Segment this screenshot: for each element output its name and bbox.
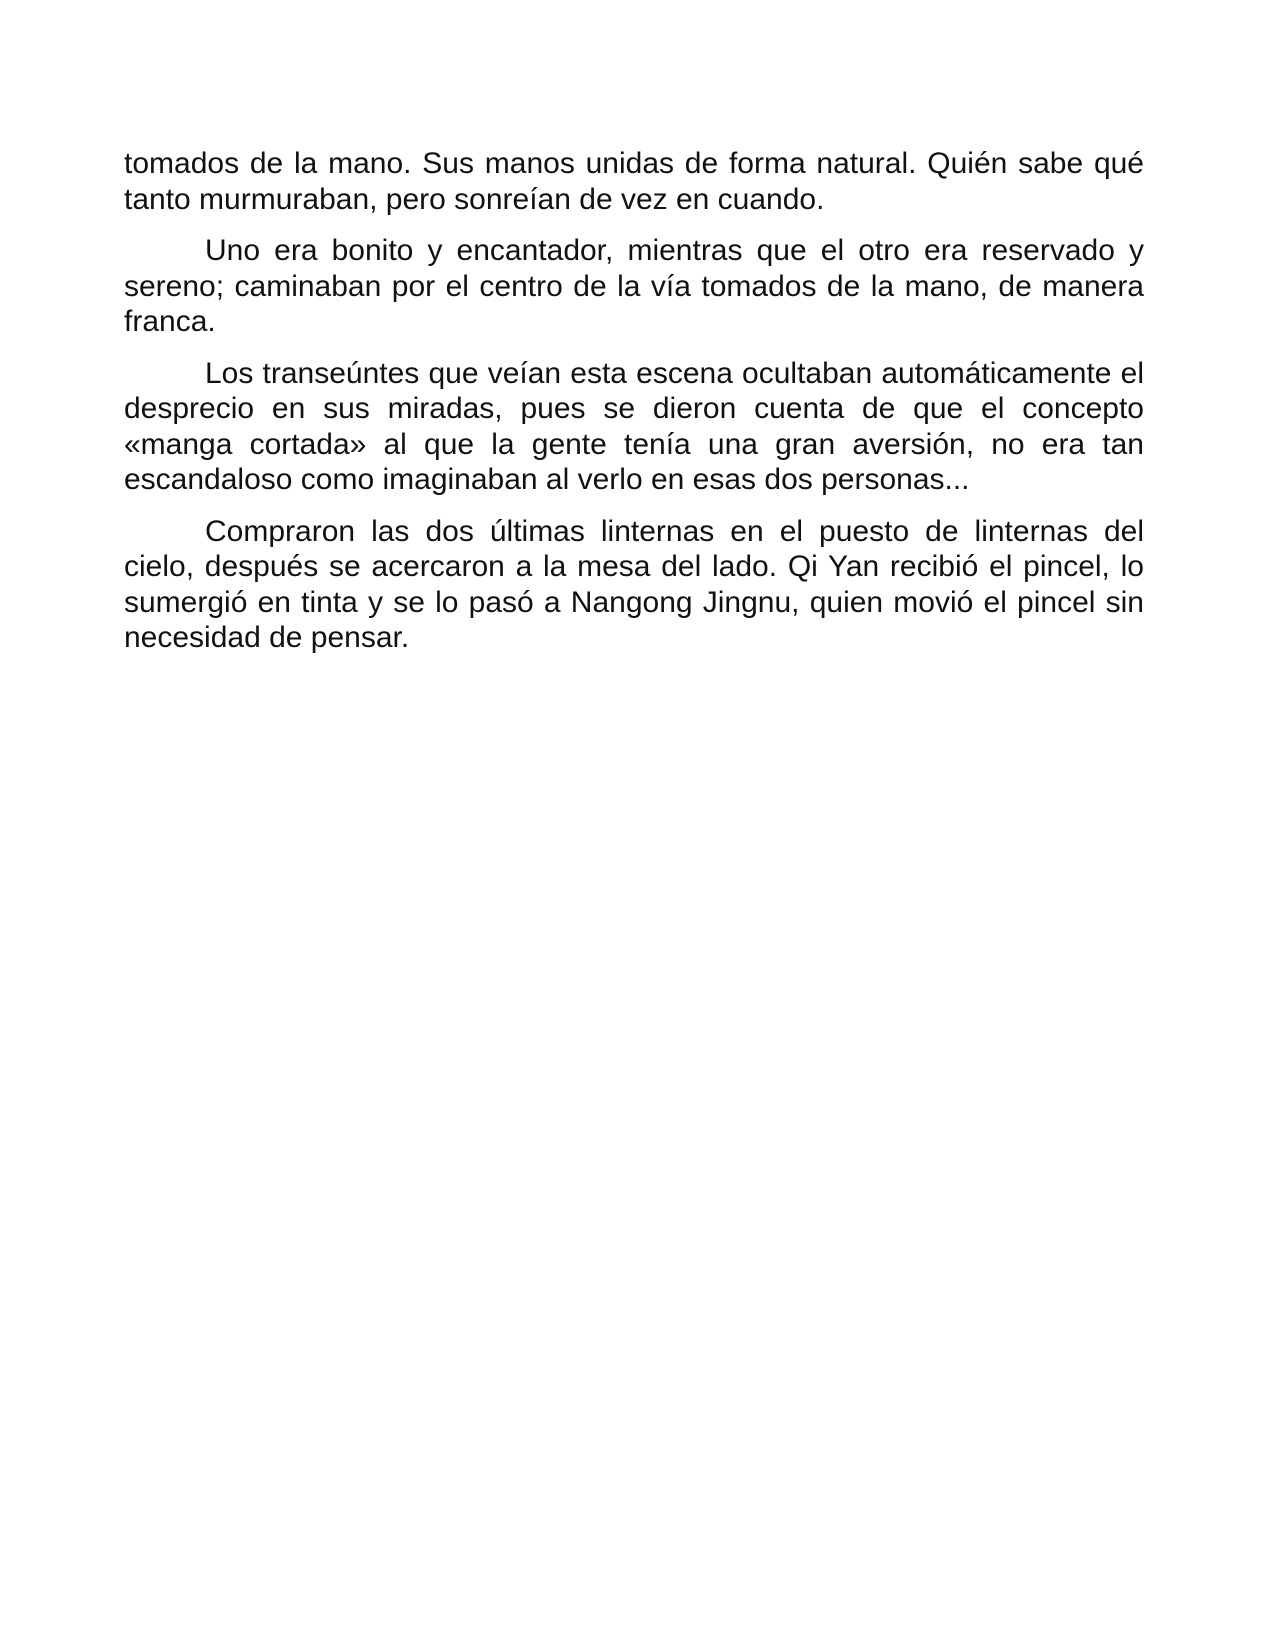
document-page — [124, 146, 1144, 672]
paragraph-3: Los transeúntes que veían esta escena ocultaban automáticamente el desprecio en sus miradas, pues se dieron cuenta de que el concepto «manga cortada» al que la gente tenía una gran aversión, no era tan escandaloso como imaginaban al verlo en esas dos personas... — [124, 356, 1144, 496]
paragraph-2: Uno era bonito y encantador, mientras que el otro era reservado y sereno; caminaban por el centro de la vía tomados de la mano, de manera franca. — [124, 234, 1144, 338]
paragraph-1: tomados de la mano. Sus manos unidas de forma natural. Quién sabe qué tanto murmuraban, pero sonreían de vez en cuando. — [124, 147, 1144, 216]
paragraph-4: Compraron las dos últimas linternas en el puesto de linternas del cielo, después se acercaron a la mesa del lado. Qi Yan recibió el pincel, lo sumergió en tinta y se lo pasó a Nangong Jingnu, quien movió el pincel sin necesidad de pensar. — [124, 514, 1144, 654]
